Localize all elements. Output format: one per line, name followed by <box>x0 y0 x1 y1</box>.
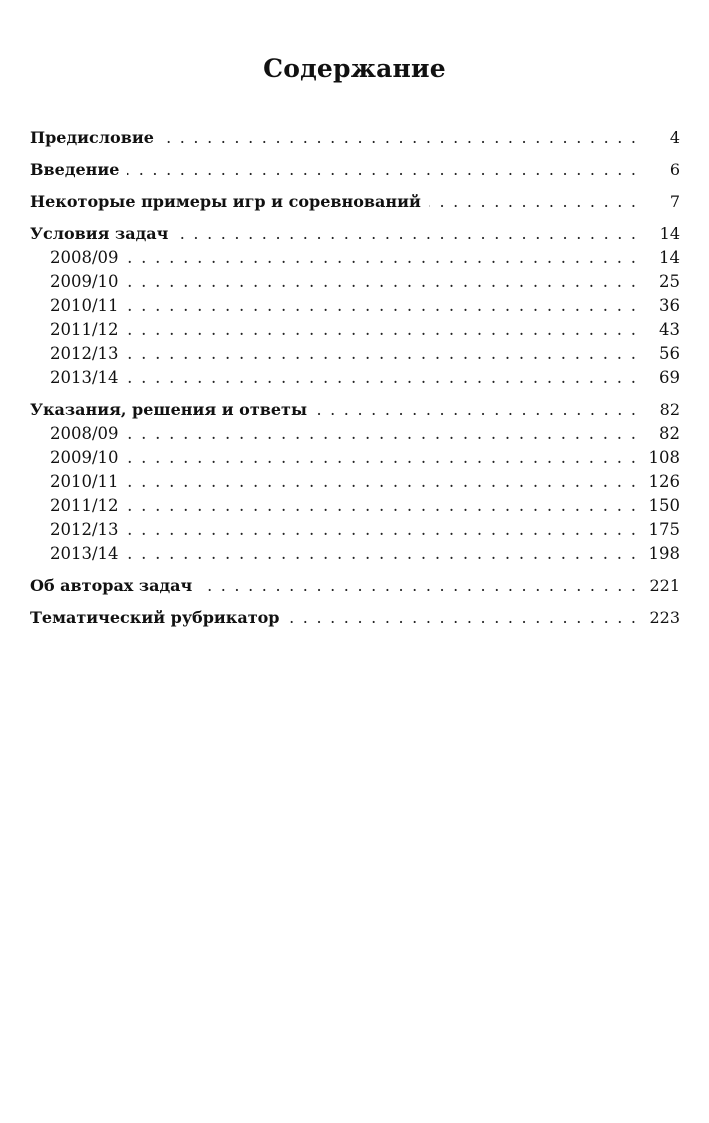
toc-page-number: 43 <box>646 318 680 342</box>
toc-entry-label: 2012/13 <box>30 518 127 542</box>
toc-subentry[interactable] <box>30 246 680 270</box>
toc-entry-label: Об авторах задач <box>30 574 200 598</box>
toc-subentry[interactable] <box>30 294 680 318</box>
toc-entry-game-examples[interactable] <box>30 190 680 214</box>
toc-entry-label: 2008/09 <box>30 422 127 446</box>
toc-entry-topic-index[interactable] <box>30 606 680 630</box>
toc-subentry[interactable] <box>30 470 680 494</box>
toc-page-number: 56 <box>646 342 680 366</box>
toc-subentry[interactable] <box>30 518 680 542</box>
toc-entry-label: 2009/10 <box>30 446 127 470</box>
toc-entry-label: 2009/10 <box>30 270 127 294</box>
toc-entry-label: Тематический рубрикатор <box>30 606 287 630</box>
toc-entry-label: 2011/12 <box>30 318 127 342</box>
toc-subentry[interactable] <box>30 422 680 446</box>
page-title: Содержание <box>263 54 446 83</box>
toc-page-number: 175 <box>645 518 681 542</box>
toc-page-number: 69 <box>646 366 680 390</box>
toc-page-number: 82 <box>646 398 680 422</box>
toc-subentry[interactable] <box>30 270 680 294</box>
toc-page-number: 108 <box>645 446 681 470</box>
toc-subentry[interactable] <box>30 542 680 566</box>
toc-page-number: 25 <box>646 270 680 294</box>
table-of-contents <box>30 126 680 630</box>
toc-entry-about-authors[interactable] <box>30 574 680 598</box>
toc-page-number: 198 <box>645 542 681 566</box>
toc-page-number: 6 <box>646 158 680 182</box>
toc-entry-label: Условия задач <box>30 222 176 246</box>
toc-entry-solutions[interactable] <box>30 398 680 422</box>
toc-entry-introduction[interactable] <box>30 158 680 182</box>
toc-entry-label: 2008/09 <box>30 246 127 270</box>
toc-subentry[interactable] <box>30 366 680 390</box>
toc-entry-label: 2013/14 <box>30 542 127 566</box>
toc-entry-label: 2013/14 <box>30 366 127 390</box>
toc-page-number: 150 <box>645 494 681 518</box>
toc-page-number: 126 <box>645 470 681 494</box>
toc-page-number: 221 <box>645 574 680 598</box>
toc-page-number: 223 <box>645 606 680 630</box>
toc-entry-problem-statements[interactable] <box>30 222 680 246</box>
toc-entry-label: 2011/12 <box>30 494 127 518</box>
toc-page-number: 36 <box>646 294 680 318</box>
toc-page-number: 14 <box>646 246 680 270</box>
toc-page-number: 82 <box>646 422 680 446</box>
toc-entry-label: Указания, решения и ответы <box>30 398 315 422</box>
toc-subentry[interactable] <box>30 318 680 342</box>
toc-entry-label: 2010/11 <box>30 294 127 318</box>
toc-page-number: 4 <box>646 126 680 150</box>
toc-entry-label: 2012/13 <box>30 342 127 366</box>
toc-subentry[interactable] <box>30 342 680 366</box>
toc-entry-label: Введение <box>30 158 127 182</box>
toc-subentry[interactable] <box>30 494 680 518</box>
toc-subentry[interactable] <box>30 446 680 470</box>
toc-entry-preface[interactable] <box>30 126 680 150</box>
toc-entry-label: Предисловие <box>30 126 162 150</box>
toc-page-number: 7 <box>646 190 680 214</box>
toc-entry-label: Некоторые примеры игр и соревнований <box>30 190 429 214</box>
toc-page-number: 14 <box>646 222 680 246</box>
toc-entry-label: 2010/11 <box>30 470 127 494</box>
